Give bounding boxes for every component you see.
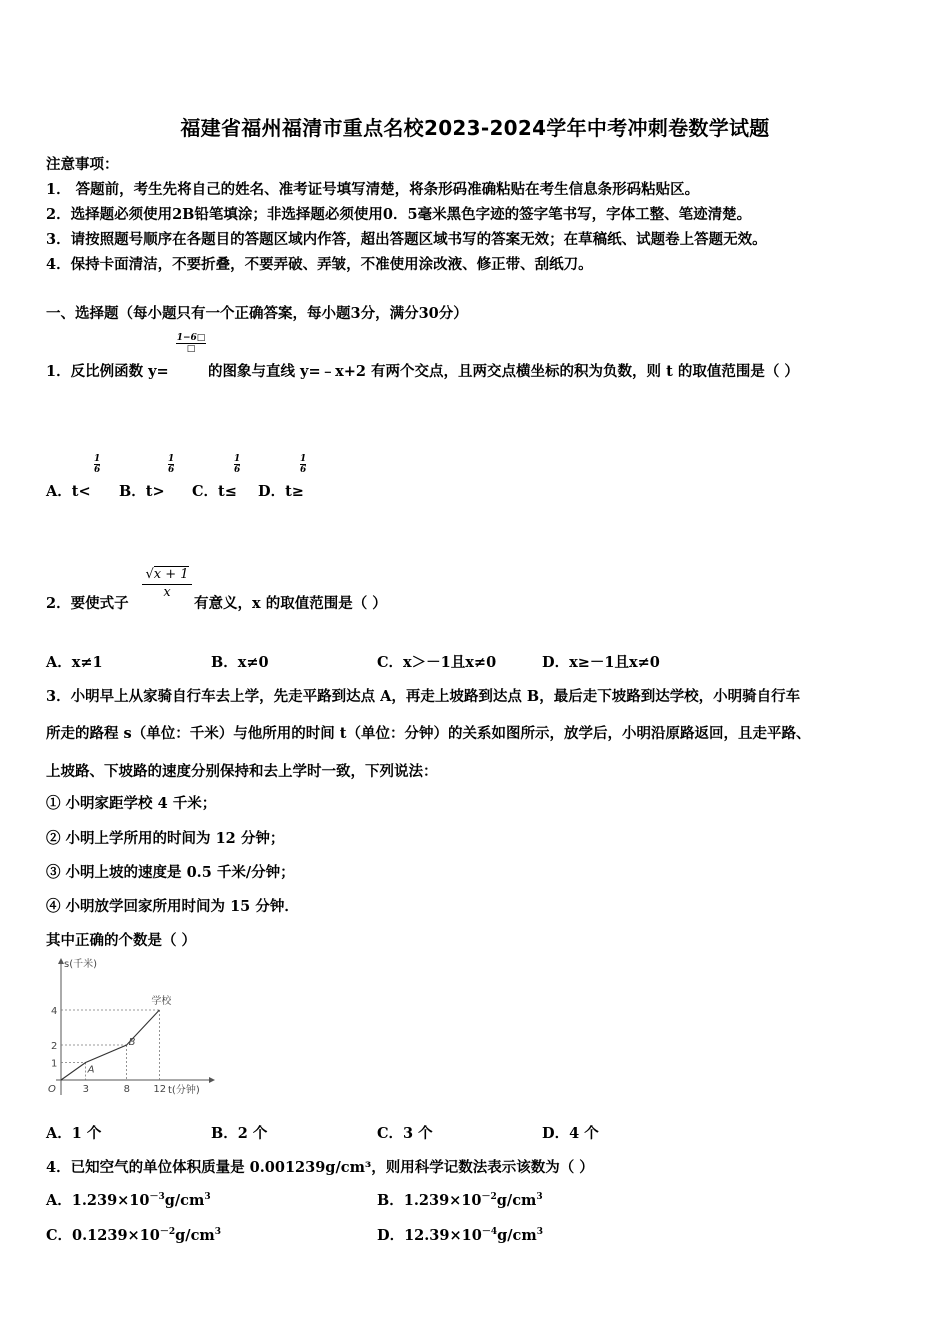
- q3-statement-1: ① 小明家距学校 4 千米；: [46, 795, 217, 812]
- q1-suffix: 的图象与直线 y=﹣x+2 有两个交点，且两交点横坐标的积为负数，则 t 的取值范围是（ ）: [208, 363, 799, 380]
- q3-chart-svg: [44, 955, 224, 1100]
- x-tick-8: 8: [123, 1084, 130, 1095]
- q4-option-a-label: A．1.239×10: [46, 1192, 150, 1209]
- page-title: 福建省福州福清市重点名校2023-2024学年中考冲刺卷数学试题: [180, 116, 770, 140]
- q1-option-d-den: 6: [300, 465, 307, 475]
- section-heading: 一、选择题（每小题只有一个正确答案，每小题3分，满分30分）: [46, 305, 468, 322]
- point-label-2: 学校: [151, 996, 172, 1007]
- q1-option-b-label: B．t>: [119, 483, 165, 500]
- q2-option-c: C．x＞－1且x≠0: [377, 654, 497, 671]
- q2-sqrt-content: x + 1: [153, 567, 189, 582]
- q1-fraction: [176, 333, 206, 354]
- q3-statement-4: ④ 小明放学回家所用时间为 15 分钟．: [46, 898, 299, 915]
- q4-option-d-unit: g/cm: [497, 1227, 537, 1244]
- q4-option-d-unit-exp: 3: [536, 1227, 543, 1238]
- q1-option-d-label: D．t≥: [258, 483, 304, 500]
- q3-chart: [44, 955, 224, 1100]
- q4-stem: 4．已知空气的单位体积质量是 0.001239g/cm³，则用科学记数法表示该数为（ ）: [46, 1159, 594, 1176]
- q4-option-b: [377, 1189, 543, 1210]
- q1-option-b: [119, 480, 165, 501]
- q4-option-d-label: D．12.39×10: [377, 1227, 482, 1244]
- q1-option-d-num: 1: [300, 454, 307, 464]
- q1-option-b-den: 6: [168, 465, 175, 475]
- y-tick-1: 1: [51, 1058, 58, 1070]
- q4-option-b-unit: g/cm: [496, 1192, 537, 1209]
- q4-option-c: [46, 1224, 221, 1245]
- q3-line-2: 所走的路程 s（单位：千米）与他所用的时间 t（单位：分钟）的关系如图所示，放学后，小明沿原路返回，且走平路、: [46, 725, 811, 742]
- q3-statement-2: ② 小明上学所用的时间为 12 分钟；: [46, 830, 285, 847]
- q4-option-a-exp: －3: [149, 1192, 165, 1203]
- q1-option-c-frac: [234, 454, 240, 475]
- q3-line-1: 3．小明早上从家骑自行车去上学，先走平路到达点 A，再走上坡路到达点 B，最后走下坡路到达学校，小明骑自行车: [46, 688, 801, 705]
- q4-option-d: [377, 1224, 543, 1245]
- y-tick-2: 2: [51, 1041, 58, 1052]
- q4-option-b-unit-exp: 3: [536, 1192, 543, 1203]
- sqrt-icon: √: [145, 567, 154, 582]
- q3-question: 其中正确的个数是（ ）: [46, 932, 197, 949]
- point-label-1: B: [128, 1037, 136, 1048]
- q1-option-a-num: 1: [94, 454, 101, 464]
- x-axis-label: t(分钟): [168, 1085, 200, 1096]
- point-label-0: A: [87, 1064, 95, 1076]
- q2-option-a: A．x≠1: [46, 654, 103, 671]
- q2-option-d: D．x≥－1且x≠0: [542, 654, 660, 671]
- notice-heading: 注意事项：: [46, 156, 119, 173]
- notice-item-3: 3．请按照题号顺序在各题目的答题区域内作答，超出答题区域书写的答案无效；在草稿纸、试题卷上答题无效。: [46, 231, 767, 248]
- q4-option-c-unit: g/cm: [175, 1227, 215, 1244]
- q1-option-c: [192, 480, 237, 501]
- x-tick-12: 12: [153, 1084, 167, 1095]
- q4-option-c-label: C．0.1239×10: [46, 1227, 160, 1244]
- q4-option-c-exp: －2: [159, 1227, 176, 1238]
- q2-fraction: [142, 567, 192, 600]
- q1-option-c-label: C．t≤: [192, 483, 237, 500]
- notice-item-4: 4．保持卡面清洁，不要折叠，不要弄破、弄皱，不准使用涂改液、修正带、刮纸刀。: [46, 256, 593, 273]
- q1-option-c-num: 1: [234, 454, 241, 464]
- q1-option-c-den: 6: [234, 465, 241, 475]
- q1-option-b-frac: [168, 454, 174, 475]
- origin-label: O: [48, 1084, 56, 1095]
- x-tick-3: 3: [82, 1084, 89, 1095]
- q1-option-a-label: A．t<: [46, 483, 91, 500]
- q1-option-d: [258, 480, 304, 501]
- q2-suffix: 有意义，x 的取值范围是（ ）: [194, 595, 387, 612]
- q2-frac-den: x: [163, 585, 171, 600]
- q3-option-c: C．3 个: [377, 1125, 433, 1142]
- q1-option-b-num: 1: [168, 454, 175, 464]
- q2-frac-num: [142, 567, 192, 585]
- q1-prefix: 1．反比例函数 y=: [46, 363, 169, 380]
- q3-statement-3: ③ 小明上坡的速度是 0.5 千米/分钟；: [46, 864, 295, 881]
- q1-option-d-frac: [300, 454, 306, 475]
- notice-item-1: 1． 答题前，考生先将自己的姓名、准考证号填写清楚，将条形码准确粘贴在考生信息条形码粘贴区。: [46, 181, 700, 198]
- q3-option-d: D．4 个: [542, 1125, 599, 1142]
- q4-option-b-exp: －2: [481, 1192, 497, 1203]
- q4-option-b-label: B．1.239×10: [377, 1192, 482, 1209]
- q1-option-a-den: 6: [94, 465, 101, 475]
- q3-option-a: A．1 个: [46, 1125, 102, 1142]
- y-tick-4: 4: [51, 1006, 58, 1017]
- q2-option-b: B．x≠0: [211, 654, 269, 671]
- q1-option-a-frac: [94, 454, 100, 475]
- q1-frac-den: □: [186, 344, 196, 354]
- q4-option-a-unit-exp: 3: [204, 1192, 211, 1203]
- q4-option-a-unit: g/cm: [164, 1192, 205, 1209]
- q4-option-d-exp: －4: [481, 1227, 498, 1238]
- q1-option-a: [46, 480, 91, 501]
- q1-frac-num: 1−6□: [176, 333, 206, 343]
- q4-option-a: [46, 1189, 211, 1210]
- y-axis-label: s(千米): [64, 959, 98, 970]
- notice-item-2: 2．选择题必须使用2B铅笔填涂；非选择题必须使用0．5毫米黑色字迹的签字笔书写，字体工整、笔迹清楚。: [46, 206, 752, 223]
- q3-option-b: B．2 个: [211, 1125, 268, 1142]
- q2-prefix: 2．要使式子: [46, 595, 129, 612]
- q4-option-c-unit-exp: 3: [214, 1227, 222, 1238]
- q3-line-3: 上坡路、下坡路的速度分别保持和去上学时一致，下列说法：: [46, 763, 438, 780]
